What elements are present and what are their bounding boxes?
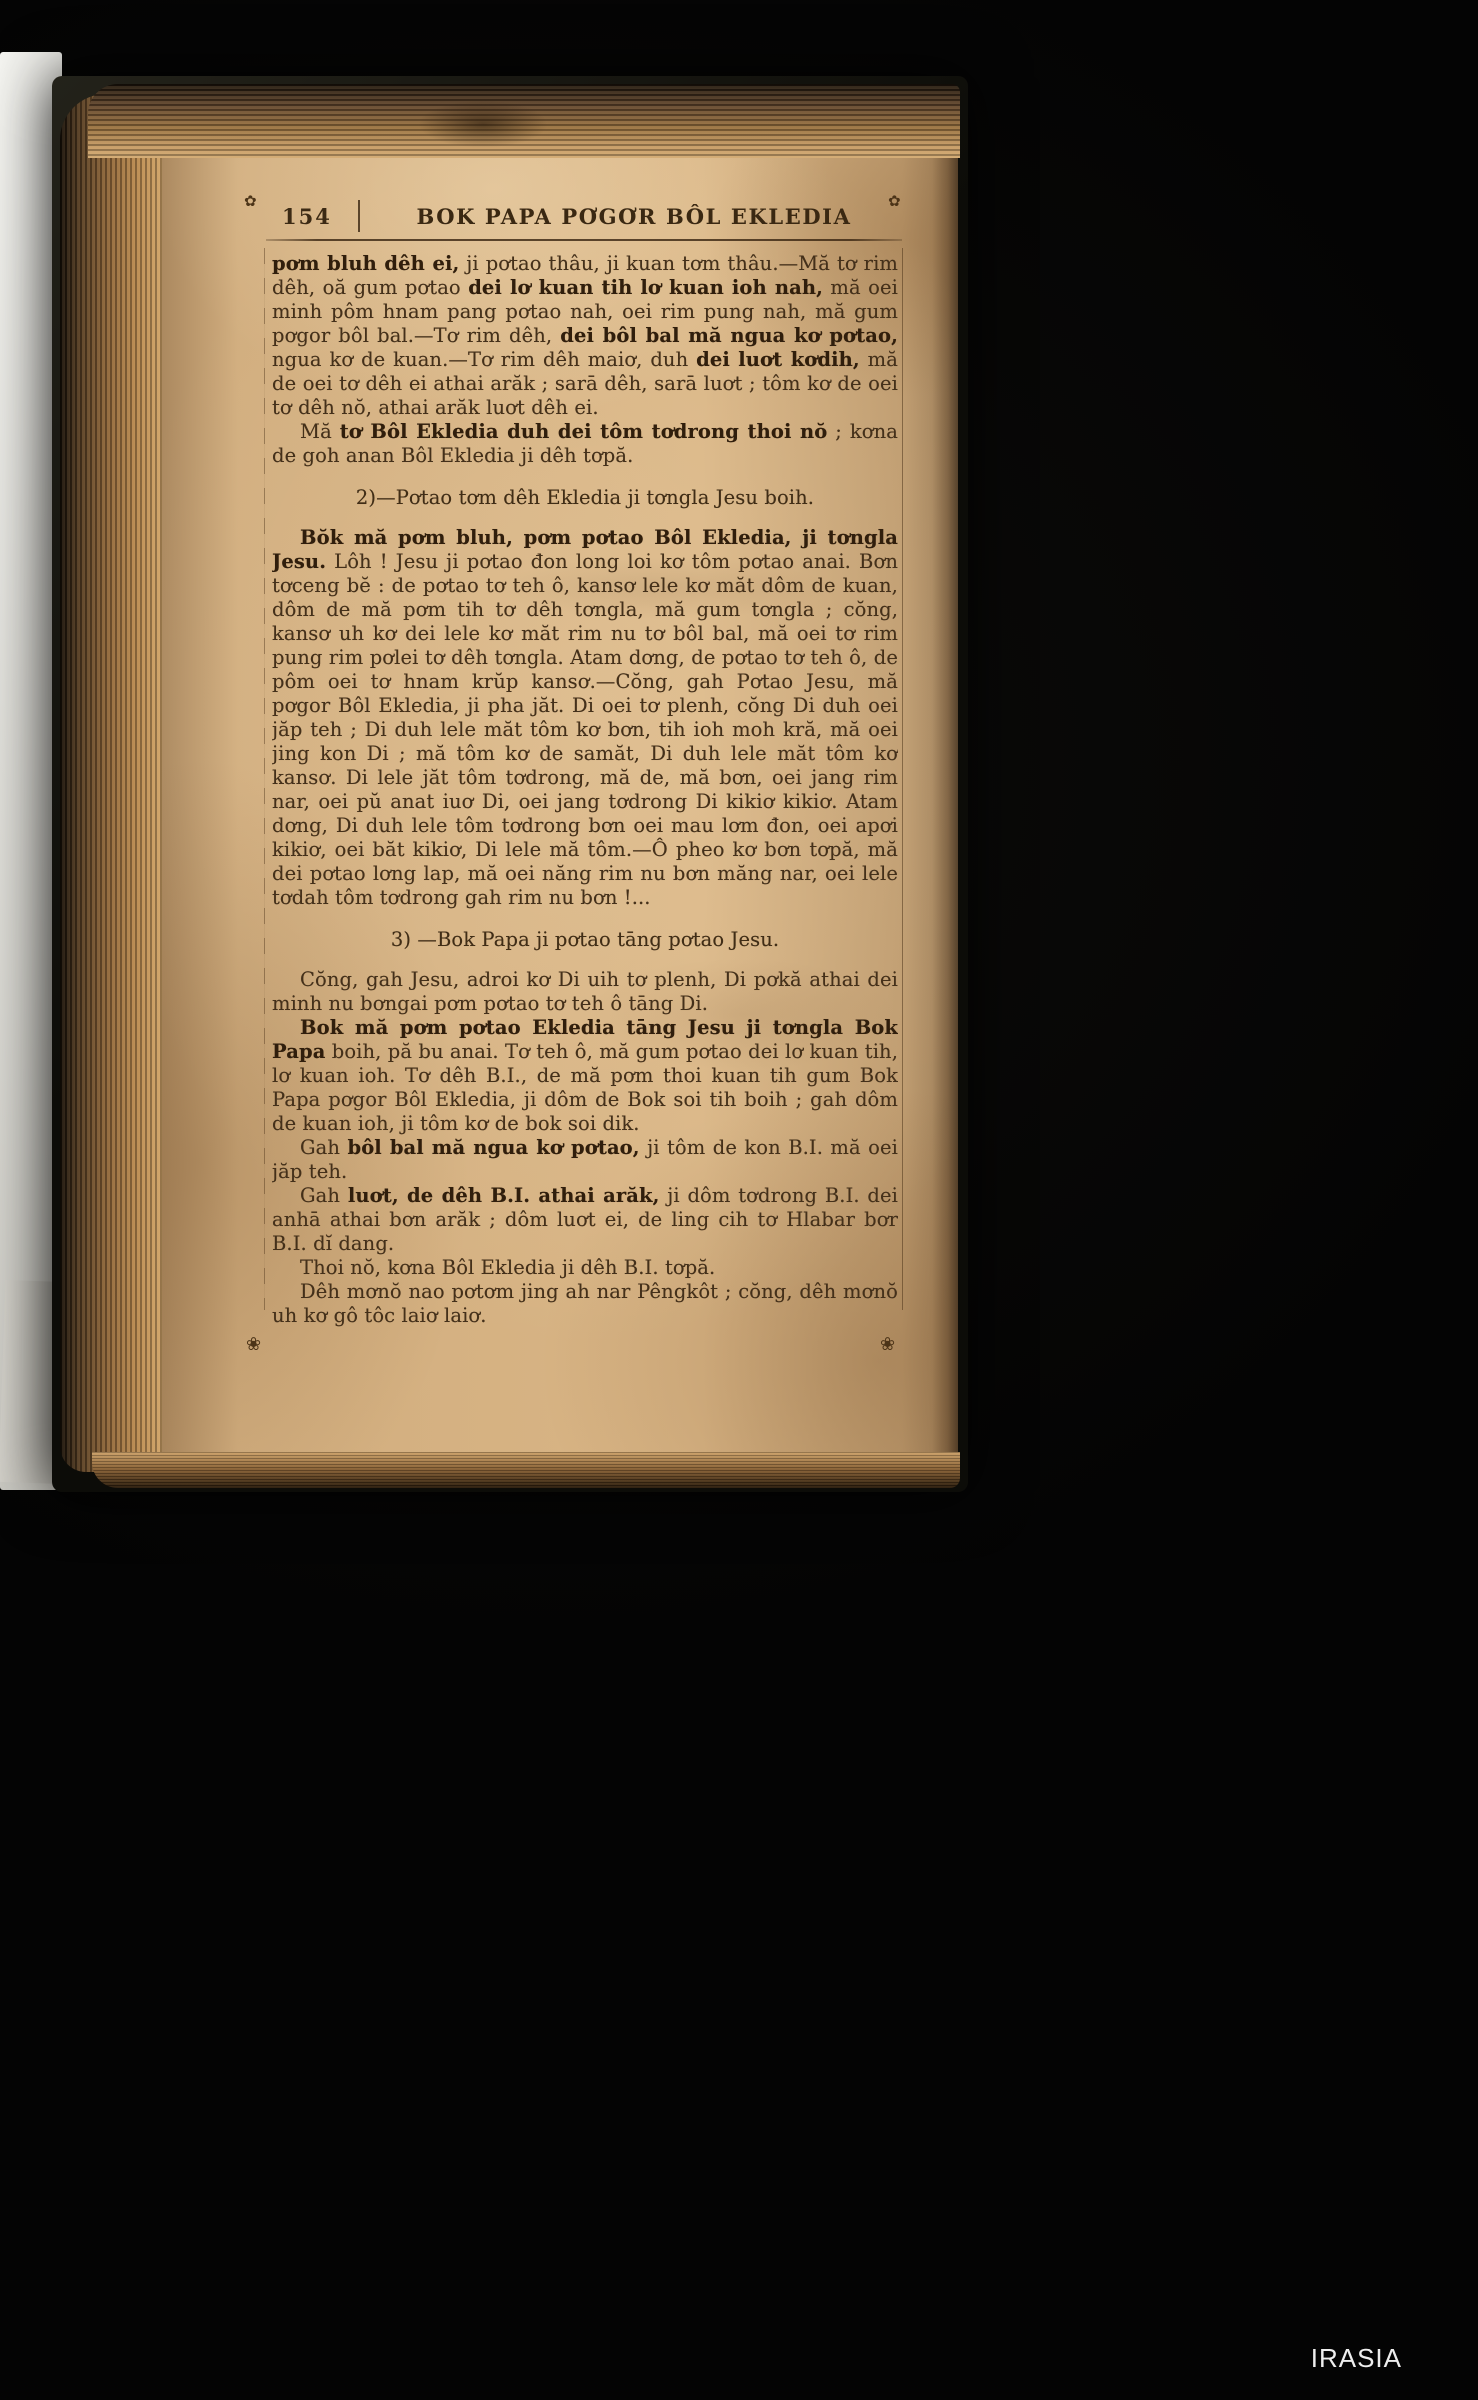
body-text: Gah bbox=[300, 1136, 348, 1159]
page-number: 154 bbox=[282, 204, 332, 229]
running-title: BOK PAPA PƠGƠR BÔL EKLEDIA bbox=[416, 204, 852, 229]
body-paragraph bbox=[272, 968, 898, 1016]
bold-text: pơm bluh dêh ei, bbox=[272, 252, 460, 275]
bold-text: bôl bal mă ngua kơ pơtao, bbox=[347, 1136, 640, 1159]
body-text: Dêh mơnŏ nao pơtơm jing ah nar Pêngkôt ; cŏng, dêh mơnŏ uh kơ gô tôc laiơ laiơ. bbox=[272, 1280, 898, 1327]
page-stack-bottom-edge bbox=[92, 1452, 960, 1488]
body-text: ngua kơ de kuan.—Tơ rim dêh maiơ, duh bbox=[272, 348, 697, 371]
body-text: Lôh ! Jesu ji pơtao đon long loi kơ tôm pơtao anai. Bơn tơceng bĕ : de pơtao tơ teh ô, kansơ lele kơ măt dôm de kuan, dôm de mă pơm tih tơ dêh tơngla, mă gum tơngla ; cŏng, kansơ uh kơ dei lele kơ măt rim nu tơ bôl bal, mă oei tơ rim pung rim pơlei tơ dêh tơngla. Atam dơng, de pơtao tơ teh ô, de pôm oei tơ hnam krŭp kansơ.—Cŏng, gah Pơtao Jesu, mă pơgor Bôl Ekledia, ji pha jăt. Di oei tơ plenh, cŏng Di duh oei jăp teh ; Di duh lele măt tôm kơ bơn, tih ioh moh kră, mă oei jing kon Di ; mă tôm kơ de samăt, Di duh lele măt tôm kơ kansơ. Di lele jăt tôm tơdrong, mă de, mă bơn, oei jang rim nar, oei pŭ anat iuơ Di, oei jang tơdrong Di kikiơ kikiơ. Atam dơng, Di duh lele tôm tơdrong bơn oei mau lơm đon, oei apơi kikiơ, oei băt kikiơ, Di lele mă tôm.—Ô pheo kơ bơn tơpă, mă dei pơtao lơng lap, mă oei năng rim nu bơn măng nar, oei lele tơdah tôm tơdrong gah rim nu bơn !... bbox=[272, 550, 898, 909]
flower-ornament-icon: ✿ bbox=[244, 192, 257, 210]
bold-text: dei bôl bal mă ngua kơ pơtao, bbox=[560, 324, 898, 347]
body-text: Mă bbox=[300, 420, 340, 443]
page-stack-top-edge bbox=[88, 84, 960, 158]
bold-text: luơt, de dêh B.I. athai arăk, bbox=[347, 1184, 660, 1207]
body-text: Thoi nŏ, kơna Bôl Ekledia ji dêh B.I. tơpă. bbox=[300, 1256, 716, 1279]
bold-text: Bŏk mă pơm bluh, pơm pơtao Bôl Ekledia, ji tơngla Jesu. bbox=[272, 526, 898, 573]
bold-text: dei luơt kơdih, bbox=[696, 348, 860, 371]
body-text: boih, pă bu anai. Tơ teh ô, mă gum pơtao dei lơ kuan tih, lơ kuan ioh. Tơ dêh B.I., de mă pơm thoi kuan tih gum Bok Papa pơgor Bôl Ekledia, ji dôm de Bok soi tih boih ; gah dôm de kuan ioh, ji tôm kơ de bok soi dik. bbox=[272, 1040, 898, 1135]
body-paragraph bbox=[272, 252, 898, 420]
body-text: ; kơna de goh anan Bôl Ekledia ji dêh tơpă. bbox=[272, 420, 898, 467]
body-paragraph bbox=[272, 1256, 898, 1280]
body-text: Gah bbox=[300, 1184, 348, 1207]
header-rule bbox=[266, 239, 902, 241]
section-heading: 3) —Bok Papa ji pơtao tāng pơtao Jesu. bbox=[390, 928, 780, 951]
body-text: Cŏng, gah Jesu, adroi kơ Di uih tơ plenh, Di pơkă athai dei minh nu bơngai pơm pơtao tơ teh ô tāng Di. bbox=[272, 968, 898, 1015]
body-paragraph bbox=[272, 1184, 898, 1256]
flower-ornament-icon: ❀ bbox=[246, 1334, 262, 1355]
section-heading: 2)—Pơtao tơm dêh Ekledia ji tơngla Jesu boih. bbox=[355, 486, 815, 509]
left-margin-line bbox=[264, 248, 265, 1310]
body-text: mă de oei tơ dêh ei athai arăk ; sarā dêh, sarā luơt ; tôm kơ de oei tơ dêh nŏ, athai arăk luơt dêh ei. bbox=[272, 348, 898, 419]
bold-text: tơ Bôl Ekledia duh dei tôm tơdrong thoi nŏ bbox=[339, 420, 828, 443]
body-text: ji tôm de kon B.I. mă oei jăp teh. bbox=[272, 1136, 898, 1183]
page-body bbox=[272, 252, 898, 1342]
body-paragraph bbox=[272, 526, 898, 910]
header-divider bbox=[358, 200, 360, 232]
bold-text: Bok mă pơm pơtao Ekledia tāng Jesu ji tơngla Bok Papa bbox=[272, 1016, 898, 1063]
body-paragraph bbox=[272, 1280, 898, 1328]
page-stack-left-edge bbox=[60, 94, 162, 1472]
watermark: IRASIA bbox=[1310, 2343, 1402, 2373]
body-paragraph bbox=[272, 1016, 898, 1136]
body-text: ji dôm tơdrong B.I. dei anhā athai bơn arăk ; dôm luơt ei, de ling cih tơ Hlabar bơr B.I. dĭ dang. bbox=[272, 1184, 898, 1255]
body-paragraph bbox=[272, 420, 898, 468]
bold-text: dei lơ kuan tih lơ kuan ioh nah, bbox=[468, 276, 824, 299]
flower-ornament-icon: ❀ bbox=[880, 1334, 896, 1355]
body-text: mă oei minh pôm hnam pang pơtao nah, oei rim pung nah, mă gum pơgor bôl bal.—Tơ rim dêh, bbox=[272, 276, 898, 347]
body-text: ji pơtao thâu, ji kuan tơm thâu.—Mă tơ rim dêh, oă gum pơtao bbox=[272, 252, 898, 299]
flower-ornament-icon: ✿ bbox=[888, 192, 901, 210]
book-page bbox=[158, 122, 958, 1454]
body-paragraph bbox=[272, 1136, 898, 1184]
right-margin-line bbox=[902, 248, 903, 1310]
page-header bbox=[266, 200, 902, 234]
